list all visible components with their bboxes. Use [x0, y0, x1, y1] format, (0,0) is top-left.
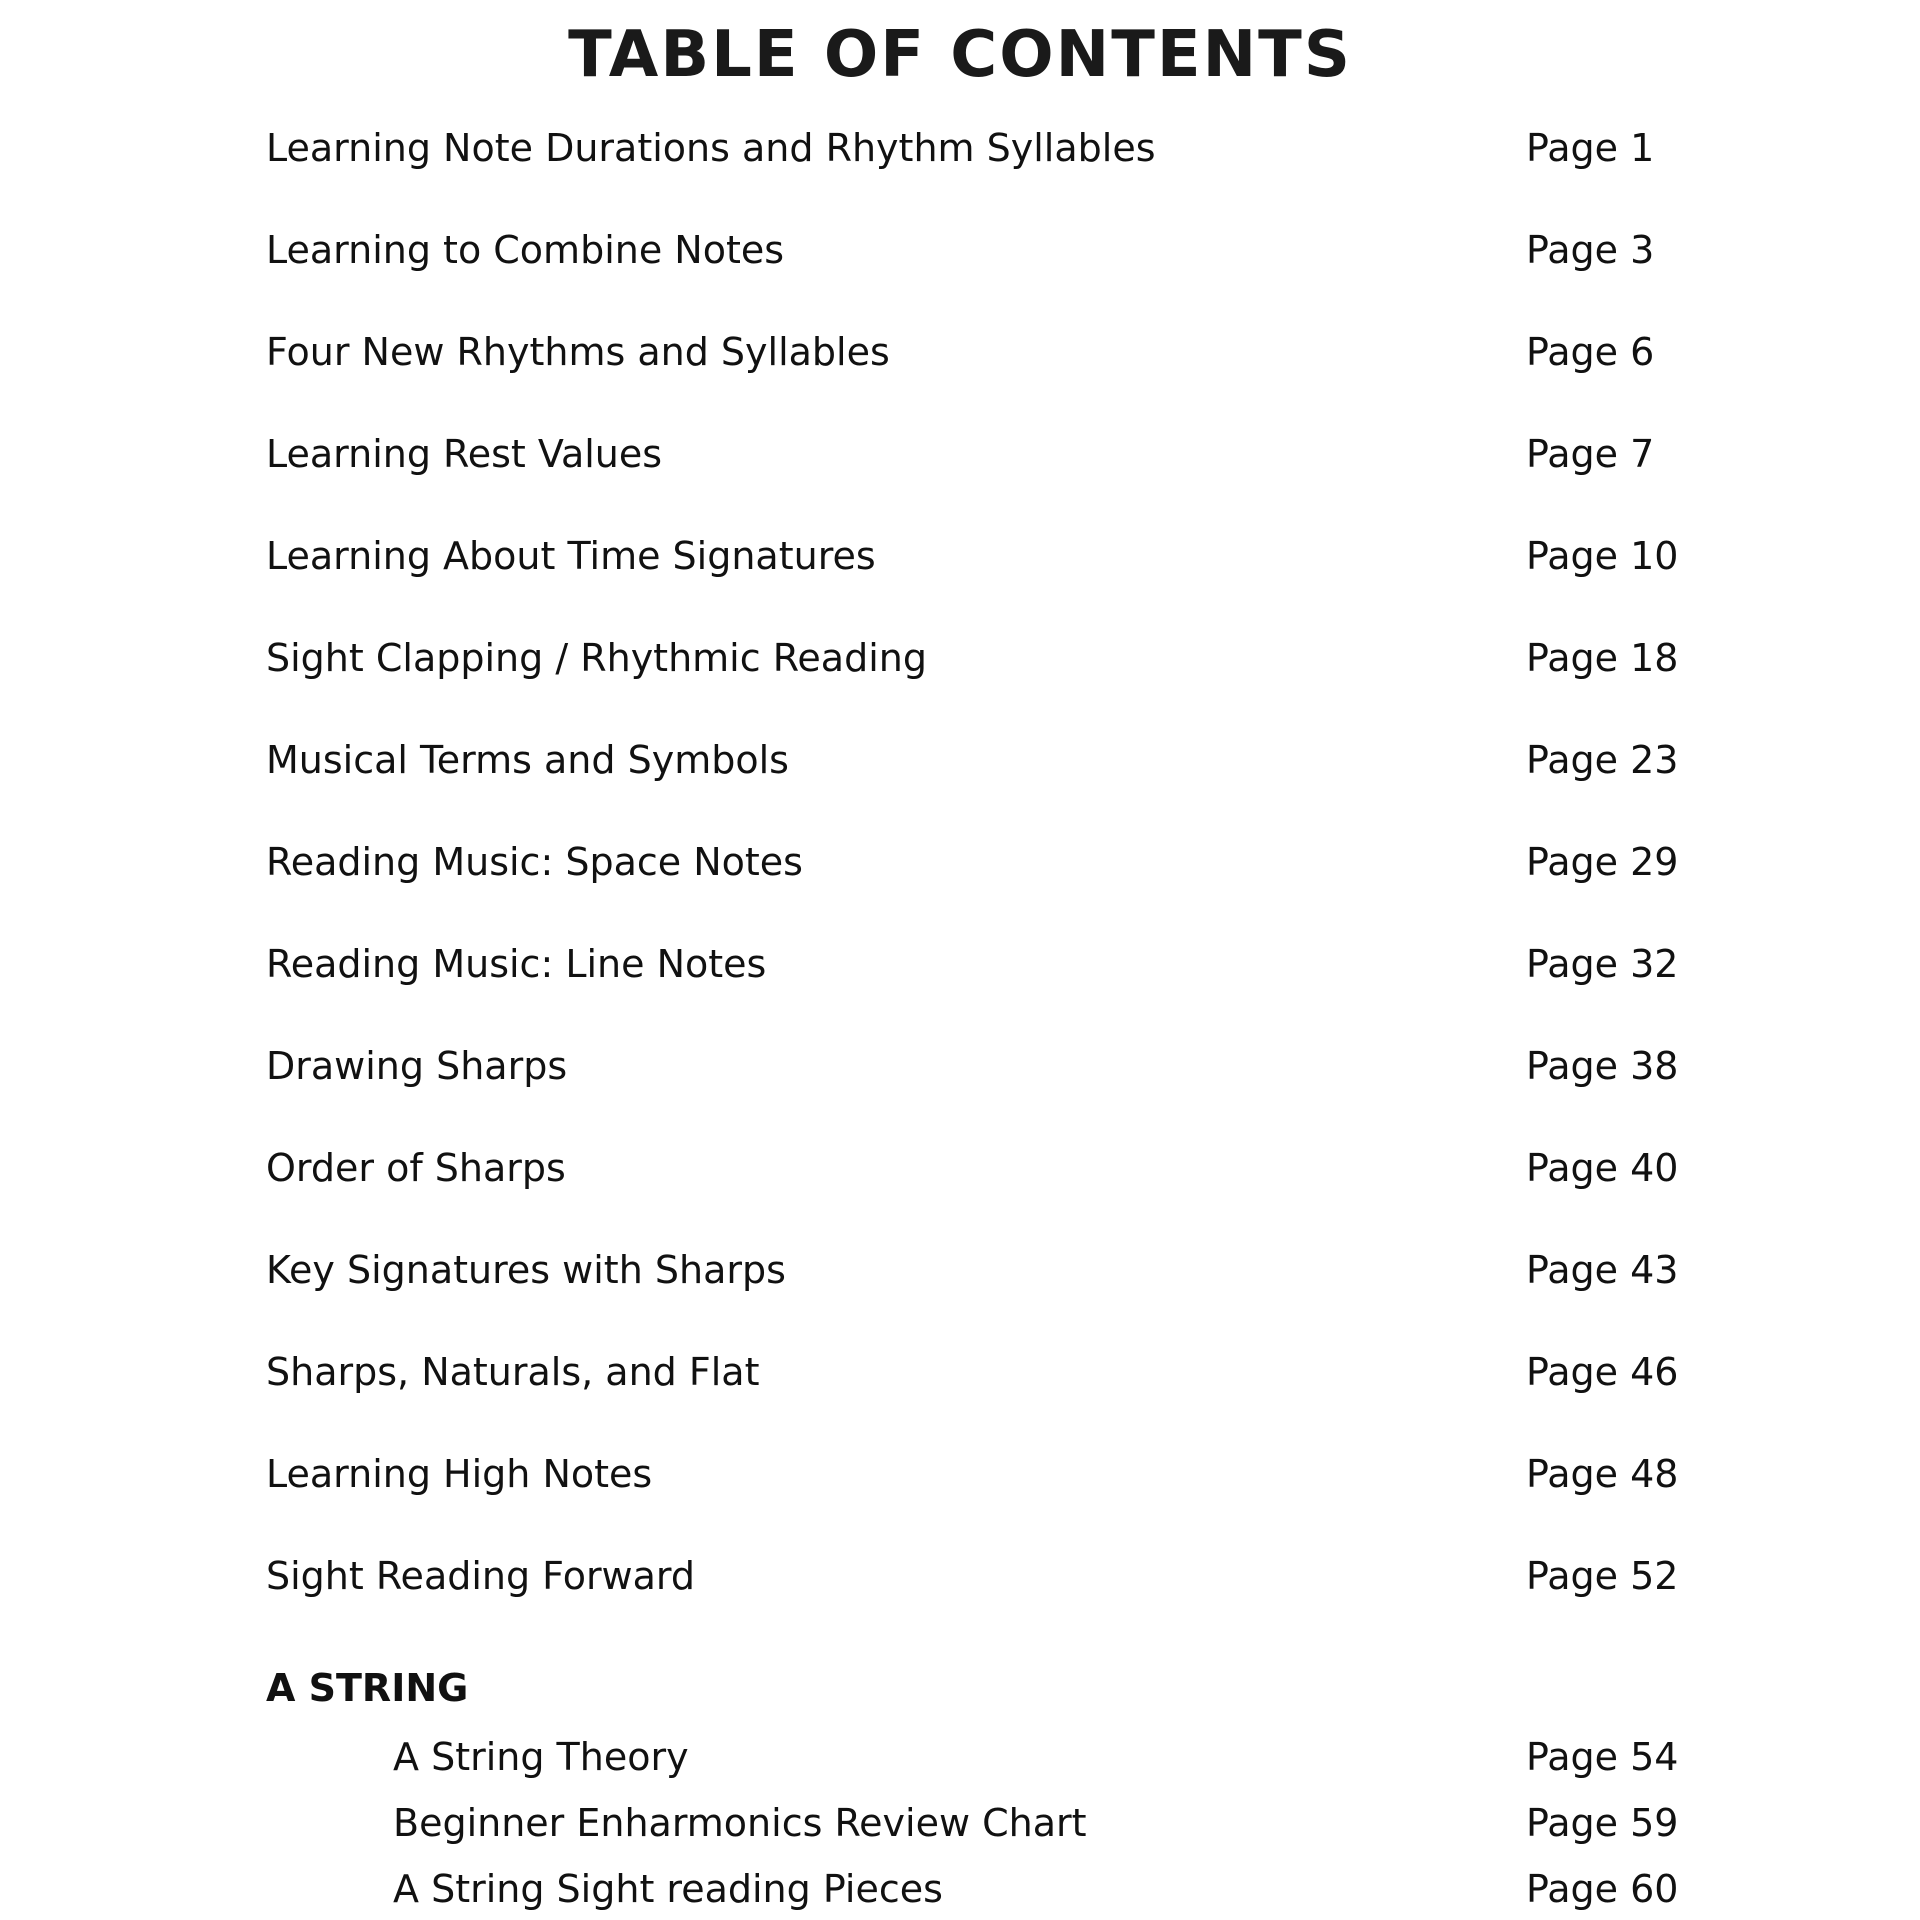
toc-entry	[0, 628, 1920, 688]
toc-subentry	[0, 1859, 1920, 1919]
toc-entry-page: Page 1	[1526, 126, 1655, 170]
toc-entry-label: Musical Terms and Symbols	[266, 738, 789, 782]
toc-entry-label: Learning Rest Values	[266, 432, 663, 476]
toc-entry-label: Drawing Sharps	[266, 1044, 568, 1088]
toc-entry-page: Page 40	[1526, 1146, 1679, 1190]
toc-entry-label: Learning High Notes	[266, 1452, 653, 1496]
toc-entry	[0, 1240, 1920, 1300]
toc-entry-page: Page 48	[1526, 1452, 1679, 1496]
toc-entry-page: Page 52	[1526, 1554, 1679, 1598]
section-heading-a-string: A STRING	[266, 1666, 469, 1710]
toc-subentry	[0, 1727, 1920, 1787]
toc-entry	[0, 730, 1920, 790]
toc-entry-label: Learning Note Durations and Rhythm Syllables	[266, 126, 1156, 170]
toc-entry-label: Key Signatures with Sharps	[266, 1248, 786, 1292]
toc-entry-page: Page 23	[1526, 738, 1679, 782]
toc-entry-page: Page 32	[1526, 942, 1679, 986]
toc-subentry-label: Beginner Enharmonics Review Chart	[393, 1801, 1087, 1845]
toc-entry	[0, 1036, 1920, 1096]
toc-entry-label: Order of Sharps	[266, 1146, 566, 1190]
toc-entry-page: Page 10	[1526, 534, 1679, 578]
toc-entry-label: Learning to Combine Notes	[266, 228, 785, 272]
toc-entry-page: Page 38	[1526, 1044, 1679, 1088]
toc-entry	[0, 1138, 1920, 1198]
page-title: TABLE OF CONTENTS	[568, 18, 1352, 92]
toc-entry-page: Page 7	[1526, 432, 1655, 476]
toc-entry-page: Page 29	[1526, 840, 1679, 884]
toc-entry	[0, 1342, 1920, 1402]
toc-entry	[0, 424, 1920, 484]
toc-entry-label: Sight Reading Forward	[266, 1554, 696, 1598]
toc-entry-label: Reading Music: Space Notes	[266, 840, 803, 884]
toc-entry-page: Page 6	[1526, 330, 1655, 374]
toc-entry	[0, 322, 1920, 382]
toc-subentry-page: Page 60	[1526, 1867, 1679, 1911]
toc-entry-label: Reading Music: Line Notes	[266, 942, 767, 986]
toc-entry-label: Learning About Time Signatures	[266, 534, 876, 578]
toc-entry	[0, 1546, 1920, 1606]
toc-subentry	[0, 1793, 1920, 1853]
toc-entry-page: Page 46	[1526, 1350, 1679, 1394]
toc-subentry-label: A String Sight reading Pieces	[393, 1867, 943, 1911]
toc-entry-label: Sharps, Naturals, and Flat	[266, 1350, 760, 1394]
toc-entry-page: Page 3	[1526, 228, 1655, 272]
toc-entry	[0, 832, 1920, 892]
toc-entry-page: Page 18	[1526, 636, 1679, 680]
toc-entry	[0, 220, 1920, 280]
toc-entry	[0, 526, 1920, 586]
toc-entry-label: Sight Clapping / Rhythmic Reading	[266, 636, 927, 680]
toc-subentry-label: A String Theory	[393, 1735, 689, 1779]
toc-entry	[0, 934, 1920, 994]
toc-subentry-page: Page 54	[1526, 1735, 1679, 1779]
toc-entry	[0, 1444, 1920, 1504]
toc-subentry-page: Page 59	[1526, 1801, 1679, 1845]
toc-entry-page: Page 43	[1526, 1248, 1679, 1292]
toc-entry-label: Four New Rhythms and Syllables	[266, 330, 890, 374]
toc-entry	[0, 118, 1920, 178]
